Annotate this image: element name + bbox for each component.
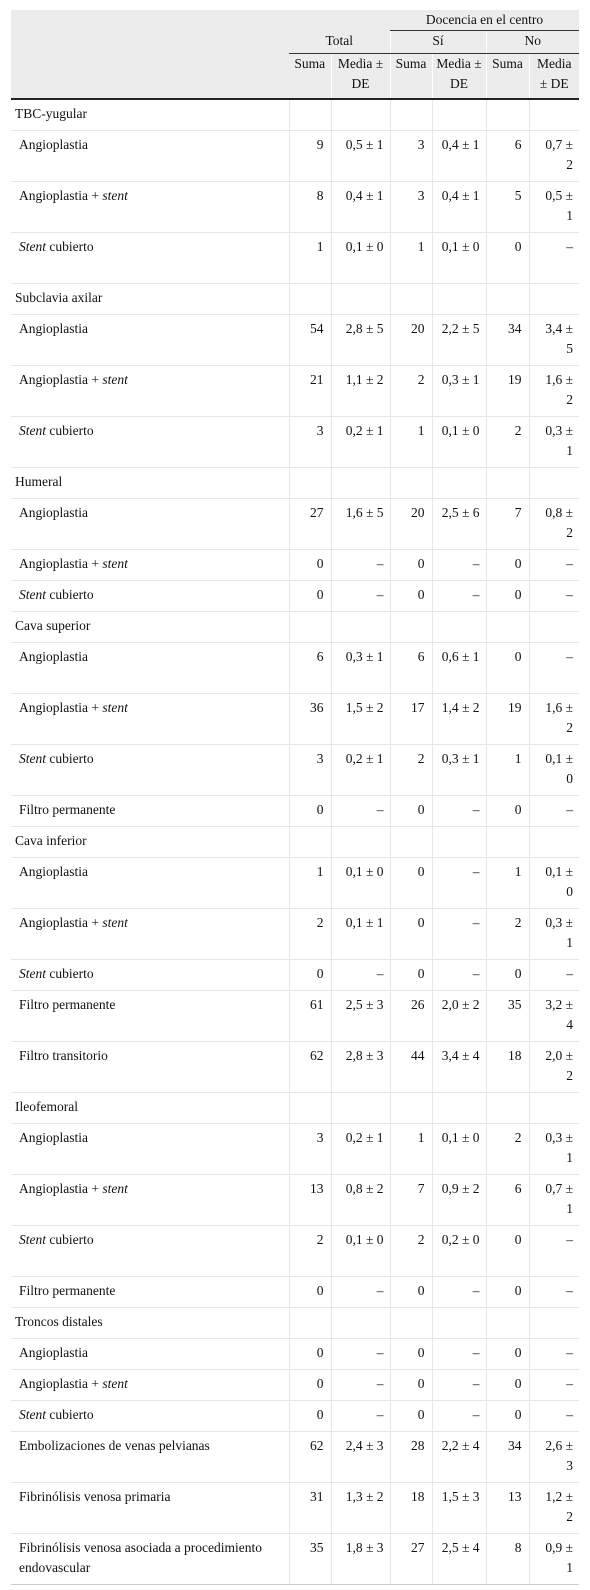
cell-no-suma: 2 <box>486 417 529 468</box>
header-total: Total <box>289 31 390 54</box>
cell-si-suma: 20 <box>390 315 432 366</box>
cell-total-media: 2,8 ± 3 <box>331 1042 390 1093</box>
cell-no-media: 3,4 ± 5 <box>529 315 579 366</box>
cell-si-media: 1,4 ± 2 <box>432 694 486 745</box>
cell-no-media: 2,0 ± 2 <box>529 1042 579 1093</box>
cell-si-media: 2,2 ± 4 <box>432 1432 486 1483</box>
cell-si-suma: 18 <box>390 1483 432 1534</box>
row-label: Stent cubierto <box>11 417 289 468</box>
cell-no-media: – <box>529 1370 579 1401</box>
cell-no-suma: 7 <box>486 499 529 550</box>
table-row <box>11 315 579 366</box>
cell-total-media: 2,4 ± 3 <box>331 1432 390 1483</box>
cell-no-suma: 5 <box>486 182 529 233</box>
row-label: Stent cubierto <box>11 745 289 796</box>
table-row <box>11 694 579 745</box>
cell-si-media: – <box>432 1277 486 1308</box>
cell-si-media: 0,6 ± 1 <box>432 643 486 694</box>
cell-total-suma: 8 <box>289 182 331 233</box>
cell-no-suma: 0 <box>486 1226 529 1277</box>
cell-total-suma: 3 <box>289 745 331 796</box>
row-label: Angioplastia <box>11 858 289 909</box>
cell-si-suma: 0 <box>390 796 432 827</box>
cell-si-suma: 26 <box>390 991 432 1042</box>
cell-total-media: 1,6 ± 5 <box>331 499 390 550</box>
cell-no-media: 0,9 ± 1 <box>529 1534 579 1585</box>
cell-no-media: 1,2 ± 2 <box>529 1483 579 1534</box>
cell-no-media: – <box>529 1401 579 1432</box>
row-label: Angioplastia <box>11 1339 289 1370</box>
cell-si-suma: 0 <box>390 1277 432 1308</box>
cell-no-suma: 1 <box>486 745 529 796</box>
cell-si-media: 1,5 ± 3 <box>432 1483 486 1534</box>
cell-no-suma: 0 <box>486 1370 529 1401</box>
cell-si-suma: 0 <box>390 581 432 612</box>
row-label: Angioplastia <box>11 499 289 550</box>
group-row <box>11 612 579 643</box>
cell-si-media: – <box>432 796 486 827</box>
cell-no-suma: 0 <box>486 233 529 284</box>
cell-total-suma: 0 <box>289 1401 331 1432</box>
cell-si-media: 2,5 ± 4 <box>432 1534 486 1585</box>
cell-total-suma: 6 <box>289 643 331 694</box>
cell-si-media: – <box>432 960 486 991</box>
cell-no-suma: 0 <box>486 581 529 612</box>
table-row <box>11 1432 579 1483</box>
cell-no-suma: 35 <box>486 991 529 1042</box>
cell-si-media: – <box>432 909 486 960</box>
cell-total-suma: 1 <box>289 858 331 909</box>
cell-si-media: 2,2 ± 5 <box>432 315 486 366</box>
cell-no-media: 0,7 ± 2 <box>529 131 579 182</box>
cell-no-media: 0,1 ± 0 <box>529 745 579 796</box>
table-row <box>11 858 579 909</box>
table-row <box>11 1483 579 1534</box>
table-row <box>11 960 579 991</box>
row-label: Angioplastia + stent <box>11 909 289 960</box>
cell-si-media: 0,4 ± 1 <box>432 131 486 182</box>
group-row <box>11 284 579 315</box>
cell-total-suma: 27 <box>289 499 331 550</box>
row-label: Angioplastia <box>11 315 289 366</box>
cell-si-media: – <box>432 581 486 612</box>
cell-total-suma: 61 <box>289 991 331 1042</box>
cell-no-media: – <box>529 796 579 827</box>
table-row <box>11 131 579 182</box>
cell-total-suma: 3 <box>289 1124 331 1175</box>
cell-si-suma: 17 <box>390 694 432 745</box>
header-docencia: Docencia en el centro <box>390 10 579 31</box>
row-label: Filtro transitorio <box>11 1042 289 1093</box>
group-label: Ileofemoral <box>11 1093 289 1124</box>
cell-total-suma: 36 <box>289 694 331 745</box>
cell-total-suma: 31 <box>289 1483 331 1534</box>
table-row <box>11 643 579 694</box>
cell-total-media: 1,1 ± 2 <box>331 366 390 417</box>
cell-si-suma: 7 <box>390 1175 432 1226</box>
row-label: Stent cubierto <box>11 1226 289 1277</box>
cell-no-suma: 0 <box>486 960 529 991</box>
row-label: Angioplastia + stent <box>11 1175 289 1226</box>
cell-si-suma: 2 <box>390 1226 432 1277</box>
cell-total-suma: 1 <box>289 233 331 284</box>
header-si-media: Media ± DE <box>432 54 486 100</box>
header-si-suma: Suma <box>390 54 432 100</box>
cell-no-media: – <box>529 960 579 991</box>
cell-si-suma: 0 <box>390 550 432 581</box>
cell-si-media: 0,4 ± 1 <box>432 182 486 233</box>
cell-no-media: 0,8 ± 2 <box>529 499 579 550</box>
cell-si-suma: 0 <box>390 960 432 991</box>
table-body <box>11 99 579 1585</box>
cell-total-media: 0,1 ± 1 <box>331 909 390 960</box>
cell-total-media: – <box>331 1401 390 1432</box>
cell-no-suma: 6 <box>486 131 529 182</box>
cell-no-suma: 1 <box>486 858 529 909</box>
cell-total-media: 0,1 ± 0 <box>331 1226 390 1277</box>
table-row <box>11 1339 579 1370</box>
data-table <box>11 10 579 1585</box>
cell-no-suma: 0 <box>486 1401 529 1432</box>
cell-si-media: – <box>432 1401 486 1432</box>
cell-no-media: 0,5 ± 1 <box>529 182 579 233</box>
cell-total-suma: 35 <box>289 1534 331 1585</box>
table-row <box>11 1401 579 1432</box>
cell-no-media: 0,1 ± 0 <box>529 858 579 909</box>
table-row <box>11 1534 579 1585</box>
cell-no-suma: 34 <box>486 1432 529 1483</box>
cell-no-suma: 19 <box>486 694 529 745</box>
cell-total-media: 0,5 ± 1 <box>331 131 390 182</box>
cell-total-media: 2,8 ± 5 <box>331 315 390 366</box>
cell-si-suma: 44 <box>390 1042 432 1093</box>
cell-total-suma: 3 <box>289 417 331 468</box>
cell-total-suma: 9 <box>289 131 331 182</box>
cell-no-suma: 18 <box>486 1042 529 1093</box>
row-label: Angioplastia + stent <box>11 366 289 417</box>
header-corner <box>11 10 289 31</box>
cell-si-media: 0,1 ± 0 <box>432 417 486 468</box>
group-row <box>11 827 579 858</box>
row-label: Angioplastia <box>11 643 289 694</box>
cell-total-suma: 0 <box>289 581 331 612</box>
cell-total-media: – <box>331 796 390 827</box>
cell-si-suma: 6 <box>390 643 432 694</box>
cell-si-media: – <box>432 550 486 581</box>
table-row <box>11 1226 579 1277</box>
header-total-media: Media ± DE <box>331 54 390 100</box>
table-row <box>11 366 579 417</box>
cell-si-suma: 0 <box>390 1401 432 1432</box>
cell-no-suma: 0 <box>486 1277 529 1308</box>
group-label: Troncos distales <box>11 1308 289 1339</box>
cell-no-media: – <box>529 581 579 612</box>
cell-no-media: 1,6 ± 2 <box>529 694 579 745</box>
row-label: Fibrinólisis venosa asociada a procedimiento endovascular <box>11 1534 289 1585</box>
header-si: Sí <box>390 31 486 54</box>
group-row <box>11 99 579 131</box>
cell-no-suma: 0 <box>486 550 529 581</box>
row-label: Stent cubierto <box>11 233 289 284</box>
row-label: Filtro permanente <box>11 796 289 827</box>
group-row <box>11 468 579 499</box>
cell-no-suma: 2 <box>486 909 529 960</box>
cell-no-media: 0,3 ± 1 <box>529 417 579 468</box>
cell-si-suma: 1 <box>390 417 432 468</box>
cell-no-media: – <box>529 643 579 694</box>
table-row <box>11 1370 579 1401</box>
cell-total-suma: 13 <box>289 1175 331 1226</box>
cell-no-suma: 19 <box>486 366 529 417</box>
cell-si-media: – <box>432 858 486 909</box>
cell-si-media: 0,1 ± 0 <box>432 233 486 284</box>
cell-total-suma: 0 <box>289 1277 331 1308</box>
row-label: Angioplastia <box>11 131 289 182</box>
cell-no-media: 0,7 ± 1 <box>529 1175 579 1226</box>
table-row <box>11 1277 579 1308</box>
row-label: Stent cubierto <box>11 581 289 612</box>
cell-si-media: 0,9 ± 2 <box>432 1175 486 1226</box>
cell-no-media: 0,3 ± 1 <box>529 909 579 960</box>
cell-si-suma: 3 <box>390 131 432 182</box>
cell-si-media: 0,3 ± 1 <box>432 745 486 796</box>
table-row <box>11 1042 579 1093</box>
table-row <box>11 581 579 612</box>
group-label: Cava superior <box>11 612 289 643</box>
cell-si-suma: 0 <box>390 1339 432 1370</box>
table-row <box>11 417 579 468</box>
cell-si-suma: 28 <box>390 1432 432 1483</box>
cell-total-suma: 21 <box>289 366 331 417</box>
cell-si-suma: 0 <box>390 1370 432 1401</box>
cell-si-media: 2,0 ± 2 <box>432 991 486 1042</box>
cell-si-media: – <box>432 1339 486 1370</box>
table-row <box>11 796 579 827</box>
cell-total-suma: 54 <box>289 315 331 366</box>
cell-no-suma: 34 <box>486 315 529 366</box>
cell-total-media: 0,1 ± 0 <box>331 858 390 909</box>
cell-total-suma: 2 <box>289 909 331 960</box>
table-row <box>11 499 579 550</box>
cell-total-suma: 0 <box>289 550 331 581</box>
cell-total-media: 0,4 ± 1 <box>331 182 390 233</box>
cell-si-suma: 3 <box>390 182 432 233</box>
row-label: Embolizaciones de venas pelvianas <box>11 1432 289 1483</box>
cell-si-media: 0,1 ± 0 <box>432 1124 486 1175</box>
group-row <box>11 1308 579 1339</box>
cell-no-media: – <box>529 1226 579 1277</box>
cell-no-suma: 0 <box>486 796 529 827</box>
group-row <box>11 1093 579 1124</box>
row-label: Angioplastia <box>11 1124 289 1175</box>
row-label: Filtro permanente <box>11 991 289 1042</box>
cell-total-media: – <box>331 550 390 581</box>
cell-no-media: – <box>529 1277 579 1308</box>
cell-total-media: 0,2 ± 1 <box>331 1124 390 1175</box>
cell-total-suma: 0 <box>289 1370 331 1401</box>
header-total-suma: Suma <box>289 54 331 100</box>
row-label: Angioplastia + stent <box>11 694 289 745</box>
cell-no-media: 1,6 ± 2 <box>529 366 579 417</box>
cell-no-suma: 2 <box>486 1124 529 1175</box>
cell-si-suma: 20 <box>390 499 432 550</box>
cell-total-media: – <box>331 581 390 612</box>
cell-no-media: – <box>529 1339 579 1370</box>
cell-total-suma: 0 <box>289 1339 331 1370</box>
cell-total-media: 0,3 ± 1 <box>331 643 390 694</box>
cell-si-media: 3,4 ± 4 <box>432 1042 486 1093</box>
cell-total-media: 0,2 ± 1 <box>331 745 390 796</box>
group-label: Cava inferior <box>11 827 289 858</box>
cell-si-suma: 2 <box>390 366 432 417</box>
cell-no-suma: 0 <box>486 643 529 694</box>
cell-total-media: 1,5 ± 2 <box>331 694 390 745</box>
cell-si-suma: 27 <box>390 1534 432 1585</box>
row-label: Stent cubierto <box>11 960 289 991</box>
table-row <box>11 550 579 581</box>
cell-total-media: – <box>331 1277 390 1308</box>
table-row <box>11 745 579 796</box>
cell-no-media: – <box>529 550 579 581</box>
cell-si-suma: 1 <box>390 233 432 284</box>
cell-total-suma: 62 <box>289 1042 331 1093</box>
row-label: Angioplastia + stent <box>11 182 289 233</box>
cell-si-suma: 0 <box>390 858 432 909</box>
header-no: No <box>486 31 579 54</box>
row-label: Fibrinólisis venosa primaria <box>11 1483 289 1534</box>
table-row <box>11 182 579 233</box>
table-row <box>11 1124 579 1175</box>
table-row <box>11 233 579 284</box>
cell-total-media: 1,3 ± 2 <box>331 1483 390 1534</box>
cell-total-media: 2,5 ± 3 <box>331 991 390 1042</box>
cell-total-media: – <box>331 960 390 991</box>
row-label: Angioplastia + stent <box>11 1370 289 1401</box>
cell-total-media: 0,8 ± 2 <box>331 1175 390 1226</box>
table-row <box>11 991 579 1042</box>
cell-si-media: 0,3 ± 1 <box>432 366 486 417</box>
group-label: Humeral <box>11 468 289 499</box>
cell-si-media: – <box>432 1370 486 1401</box>
cell-si-suma: 0 <box>390 909 432 960</box>
cell-no-media: 2,6 ± 3 <box>529 1432 579 1483</box>
cell-si-suma: 1 <box>390 1124 432 1175</box>
header-no-media: Media ± DE <box>529 54 579 100</box>
row-label: Filtro permanente <box>11 1277 289 1308</box>
cell-si-suma: 2 <box>390 745 432 796</box>
cell-total-suma: 0 <box>289 960 331 991</box>
cell-no-suma: 6 <box>486 1175 529 1226</box>
cell-no-media: 3,2 ± 4 <box>529 991 579 1042</box>
cell-no-suma: 13 <box>486 1483 529 1534</box>
cell-no-suma: 0 <box>486 1339 529 1370</box>
cell-total-media: 1,8 ± 3 <box>331 1534 390 1585</box>
cell-si-media: 2,5 ± 6 <box>432 499 486 550</box>
row-label: Stent cubierto <box>11 1401 289 1432</box>
cell-no-media: – <box>529 233 579 284</box>
table-header <box>11 10 579 99</box>
cell-total-suma: 62 <box>289 1432 331 1483</box>
cell-total-media: – <box>331 1370 390 1401</box>
table-row <box>11 1175 579 1226</box>
cell-no-suma: 8 <box>486 1534 529 1585</box>
cell-total-media: 0,2 ± 1 <box>331 417 390 468</box>
group-label: Subclavia axilar <box>11 284 289 315</box>
row-label: Angioplastia + stent <box>11 550 289 581</box>
cell-si-media: 0,2 ± 0 <box>432 1226 486 1277</box>
cell-total-suma: 0 <box>289 796 331 827</box>
cell-total-suma: 2 <box>289 1226 331 1277</box>
table-row <box>11 909 579 960</box>
group-label: TBC-yugular <box>11 99 289 131</box>
header-no-suma: Suma <box>486 54 529 100</box>
cell-total-media: – <box>331 1339 390 1370</box>
cell-no-media: 0,3 ± 1 <box>529 1124 579 1175</box>
cell-total-media: 0,1 ± 0 <box>331 233 390 284</box>
